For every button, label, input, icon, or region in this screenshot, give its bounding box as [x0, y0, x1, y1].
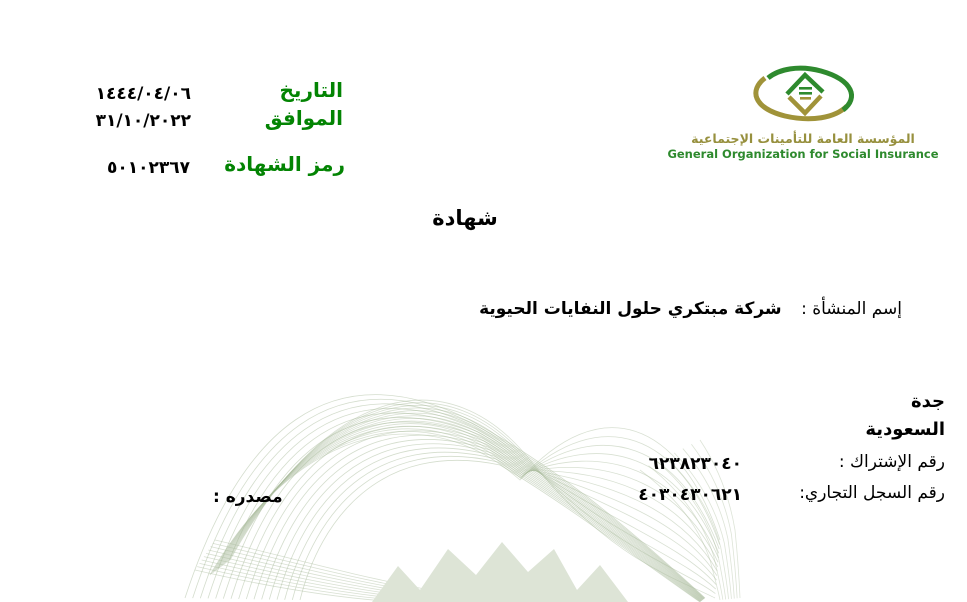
- corresponding-label: الموافق: [264, 106, 343, 130]
- country-value: السعودية: [865, 419, 945, 440]
- gosi-logo-icon: [741, 60, 865, 126]
- subscription-number-value: ٦٢٣٨٢٣٠٤٠: [648, 454, 742, 474]
- issuer-label: مصدره :: [213, 487, 283, 507]
- subscription-number-label: رقم الإشتراك :: [838, 452, 945, 472]
- bottom-emblem-shape: [372, 542, 628, 602]
- city-value: جدة: [911, 391, 945, 412]
- page-title: شهادة: [432, 206, 498, 230]
- gosi-logo: [653, 60, 953, 161]
- date-value-hijri: ١٤٤٤/٠٤/٠٦: [95, 84, 191, 104]
- logo-org-name-arabic: المؤسسة العامة للتأمينات الإجتماعية: [691, 131, 915, 146]
- certificate-code-value: ٥٠١٠٢٣٦٧: [106, 158, 190, 178]
- establishment-value: شركة مبتكري حلول النفايات الحيوية: [479, 299, 782, 319]
- certificate-code-label: رمز الشهادة: [224, 152, 345, 176]
- date-label: التاريخ: [279, 78, 343, 102]
- date-value-gregorian: ٣١/١٠/٢٠٢٢: [95, 111, 191, 131]
- commercial-register-value: ٤٠٣٠٤٣٠٦٢١: [638, 485, 742, 505]
- commercial-register-label: رقم السجل التجاري:: [799, 483, 945, 503]
- establishment-line: [479, 299, 902, 319]
- establishment-label: إسم المنشأة :: [801, 299, 902, 319]
- logo-org-name-english: General Organization for Social Insurance: [667, 147, 939, 161]
